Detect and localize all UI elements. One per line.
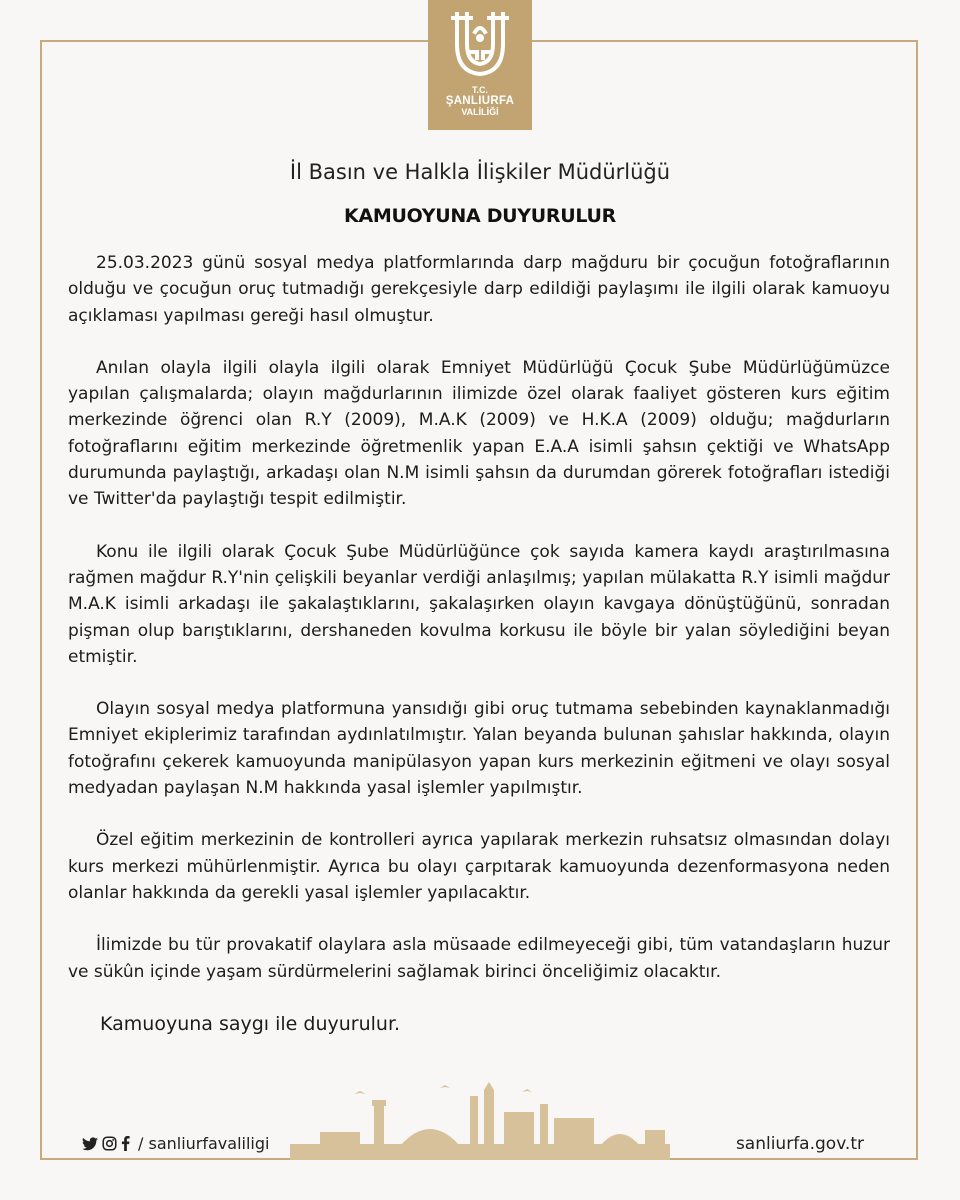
announcement-body	[68, 250, 890, 1063]
city-skyline-illustration	[290, 1082, 670, 1160]
closing-line: Kamuoyuna saygı ile duyurulur.	[100, 1012, 401, 1035]
facebook-icon[interactable]	[121, 1136, 130, 1151]
valilik-logo	[428, 0, 532, 130]
announcement-title: KAMUOYUNA DUYURULUR	[344, 205, 616, 227]
twitter-icon[interactable]	[82, 1137, 98, 1151]
paragraph: Anılan olayla ilgili olayla ilgili olarak Emniyet Müdürlüğü Çocuk Şube Müdürlüğümüzce yapılan çalışmalarda; olayın mağdurlarının ilimizde özel olarak faaliyet gösteren kurs eğitim merkezinde öğrenci olan R.Y (2009), M.A.K (2009) ve H.K.A (2009) olduğu; mağdurların fotoğraflarını eğitim merkezinde öğretmenlik yapan E.A.A isimli şahsın çektiği ve WhatsApp durumunda paylaştığı, arkadaşı olan N.M isimli şahsın da durumdan görerek fotoğrafları istediği ve Twitter'da paylaştığı tespit edilmiştir.	[68, 357, 890, 510]
social-media-bar	[82, 1134, 269, 1153]
social-handle[interactable]: / sanliurfavaliligi	[138, 1134, 270, 1153]
paragraph: İlimizde bu tür provakatif olaylara asla müsaade edilmeyeceği gibi, tüm vatandaşların huzur ve sükûn içinde yaşam sürdürmelerini sağlamak birinci önceliğimiz olacaktır.	[68, 935, 890, 982]
logo-office: VALİLİĞİ	[461, 106, 499, 117]
paragraph: Özel eğitim merkezinin de kontrolleri ayrıca yapılarak merkezin ruhsatsız olmasından dolayı kurs merkezi mühürlenmiştir. Ayrıca bu olayı çarpıtarak kamuoyunda dezenformasyona neden olanlar hakkında da gerekli yasal işlemler yapılacaktır.	[68, 830, 890, 903]
website-link[interactable]: sanliurfa.gov.tr	[735, 1134, 864, 1154]
logo-city: ŞANLIURFA	[445, 95, 515, 108]
urfa-emblem-icon	[445, 10, 515, 80]
logo-tc: T.C.	[471, 85, 488, 95]
department-heading: İl Basın ve Halkla İlişkiler Müdürlüğü	[289, 160, 671, 184]
paragraph: 25.03.2023 günü sosyal medya platformlarında darp mağduru bir çocuğun fotoğraflarının olduğu ve çocuğun oruç tutmadığı gerekçesiyle darp edildiği paylaşımı ile ilgili olarak kamuoyu açıklaması yapılması gereği hasıl olmuştur.	[68, 253, 890, 326]
paragraph: Konu ile ilgili olarak Çocuk Şube Müdürlüğünce çok sayıda kamera kaydı araştırılmasına rağmen mağdur R.Y'nin çelişkili beyanlar verdiği anlaşılmış; yapılan mülakatta R.Y isimli mağdur M.A.K isimli arkadaşı ile şakalaştıklarını, şakalaşırken olayın kavgaya dönüştüğünü, sonradan pişman olup barıştıklarını, dershaneden kovulma korkusu ile böyle bir yalan söylediğini beyan etmiştir.	[68, 541, 890, 667]
paragraph: Olayın sosyal medya platformuna yansıdığı gibi oruç tutmama sebebinden kaynaklanmadığı Emniyet ekiplerimiz tarafından aydınlatılmıştır. Yalan beyanda bulunan şahıslar hakkında, olayın fotoğrafını çekerek kamuoyunda manipülasyon yapan kurs merkezinin eğitmeni ve olayı sosyal medyadan paylaşan N.M hakkında yasal işlemler yapılmıştır.	[68, 699, 890, 799]
instagram-icon[interactable]	[102, 1136, 117, 1151]
